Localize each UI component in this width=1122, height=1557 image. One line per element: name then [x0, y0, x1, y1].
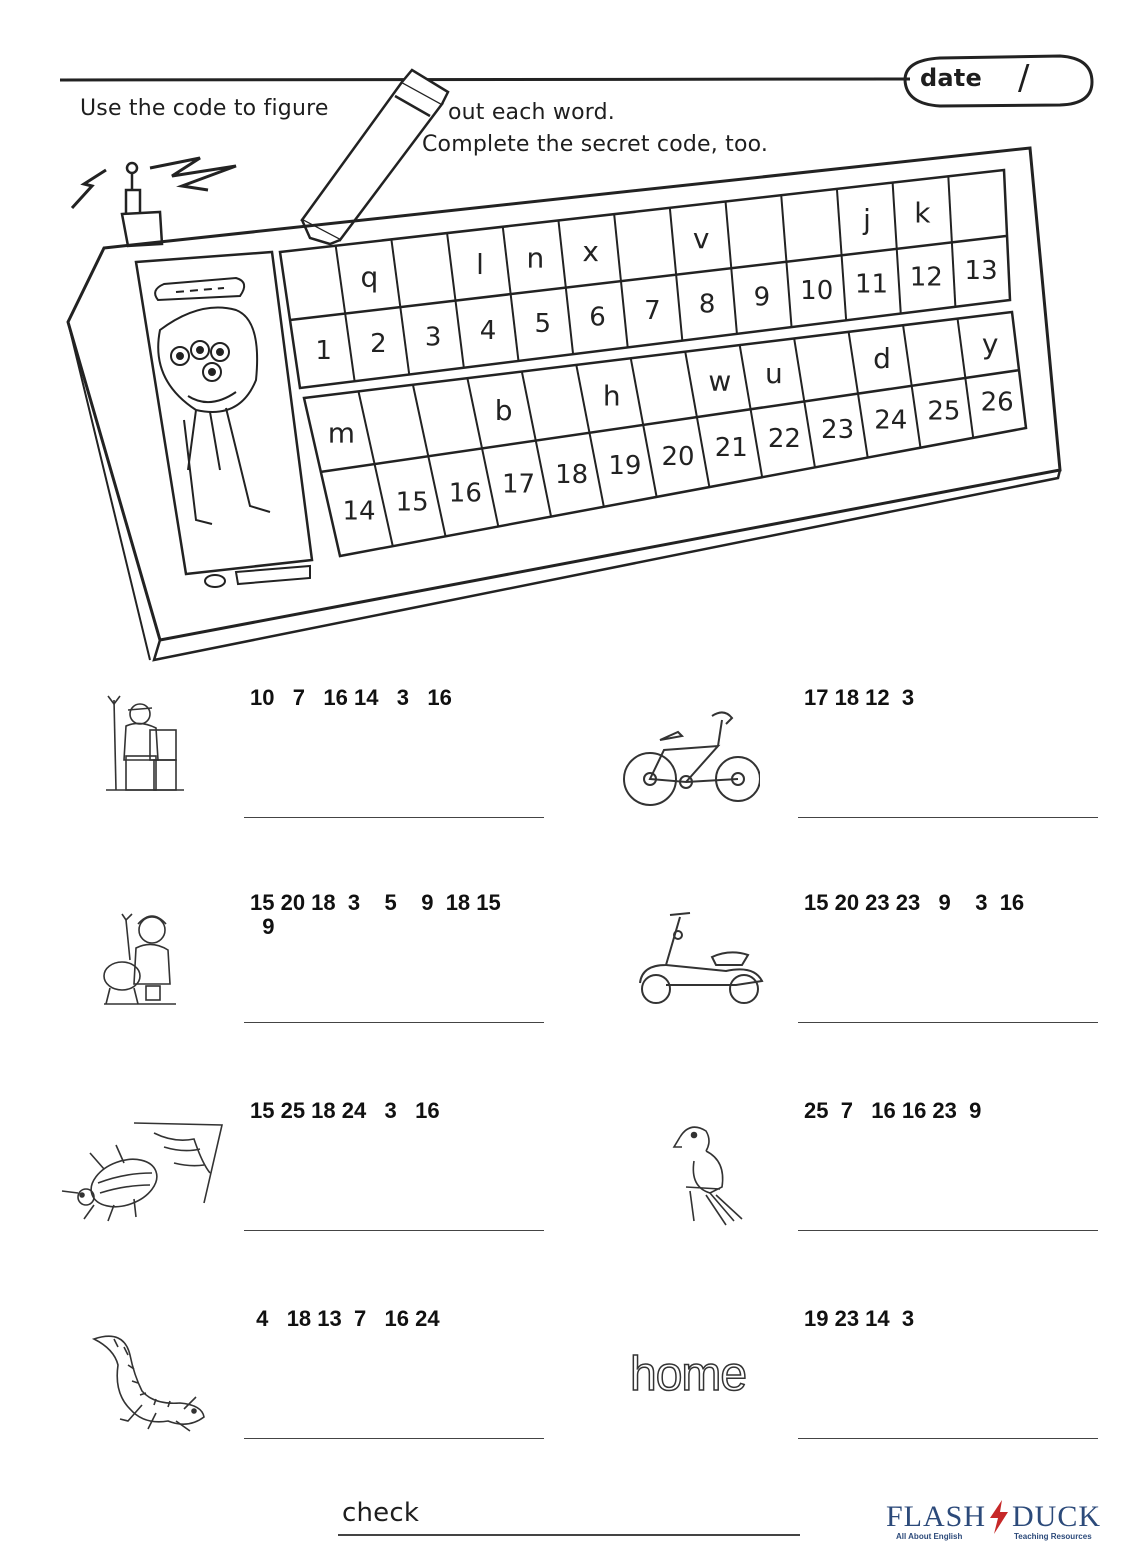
parrot-icon	[650, 1117, 750, 1231]
code-number-6: 6	[589, 302, 606, 333]
code-number-26: 26	[980, 387, 1014, 418]
answer-line[interactable]	[244, 1230, 544, 1231]
answer-line[interactable]	[244, 817, 544, 818]
check-line[interactable]	[338, 1534, 800, 1536]
flash-duck-logo	[886, 1500, 1110, 1546]
home-word-icon	[630, 1347, 746, 1402]
code-letter-row2-9: u	[765, 357, 783, 391]
code-number-10: 10	[800, 275, 834, 306]
logo-tag-left: All About English	[896, 1532, 963, 1541]
scooter-icon	[626, 905, 766, 1019]
answer-line[interactable]	[244, 1438, 544, 1439]
exercise-code: 15 25 18 24 3 16	[250, 1098, 440, 1123]
code-number-5: 5	[534, 309, 552, 340]
code-number-9: 9	[753, 282, 771, 313]
logo-tag-right: Teaching Resources	[1014, 1532, 1092, 1541]
code-number-23: 23	[821, 414, 855, 445]
answer-line[interactable]	[798, 1022, 1098, 1023]
code-letter-row2-13: y	[981, 327, 999, 361]
code-letter-row2-1: m	[327, 416, 356, 450]
code-number-18: 18	[555, 460, 589, 491]
code-number-20: 20	[661, 442, 695, 473]
code-number-15: 15	[395, 487, 429, 518]
instruction-line-1a: Use the code to figure	[80, 96, 329, 121]
exercise-code: 19 23 14 3	[804, 1306, 915, 1331]
home-word-text: home	[630, 1348, 747, 1401]
code-number-8: 8	[698, 289, 716, 320]
code-number-7: 7	[644, 295, 661, 326]
code-number-22: 22	[767, 423, 801, 454]
code-machine	[0, 0, 1122, 670]
code-letter-row1-12: k	[914, 196, 931, 230]
answer-line[interactable]	[798, 817, 1098, 818]
code-number-16: 16	[448, 478, 482, 509]
answer-line[interactable]	[798, 1438, 1098, 1439]
code-number-14: 14	[342, 496, 376, 527]
code-number-3: 3	[424, 322, 442, 353]
code-number-4: 4	[479, 315, 497, 346]
code-letter-row2-8: w	[708, 364, 732, 398]
exercise-code: 15 20 23 23 9 3 16	[804, 890, 1025, 915]
code-letter-row2-11: d	[873, 342, 891, 376]
code-letter-row1-2: q	[360, 260, 379, 294]
spider-web-icon	[54, 1113, 224, 1227]
logo-text-right: DUCK	[1012, 1500, 1102, 1533]
code-number-11: 11	[854, 269, 889, 300]
code-number-13: 13	[964, 256, 998, 287]
code-letter-row1-4: l	[476, 247, 484, 281]
exercise-code: 15 20 18 3 5 9 18 15 9	[250, 890, 501, 939]
date-label: date	[920, 64, 982, 92]
code-number-1: 1	[315, 335, 332, 366]
code-number-24: 24	[874, 405, 908, 436]
code-letter-row1-8: v	[692, 222, 710, 256]
lightning-logo-icon	[988, 1500, 1010, 1534]
code-number-12: 12	[909, 262, 943, 293]
code-number-17: 17	[501, 469, 536, 500]
logo-text-left: FLASH	[886, 1500, 987, 1533]
instruction-line-2: Complete the secret code, too.	[422, 132, 769, 157]
chef-icon	[96, 900, 186, 1014]
code-number-19: 19	[608, 451, 642, 482]
bicycle-icon	[620, 704, 760, 818]
date-slash: /	[1018, 58, 1030, 98]
exercise-code: 10 7 16 14 3 16	[250, 685, 452, 710]
exercise-code: 4 18 13 7 16 24	[250, 1306, 440, 1331]
check-label: check	[342, 1498, 420, 1528]
code-letter-row1-5: n	[526, 241, 545, 275]
code-letter-row1-6: x	[582, 234, 599, 268]
answer-line[interactable]	[244, 1022, 544, 1023]
lizard-icon	[84, 1325, 214, 1439]
exercise-code: 17 18 12 3	[804, 685, 915, 710]
farmer-icon	[100, 690, 190, 804]
exercise-code: 25 7 16 16 23 9	[804, 1098, 982, 1123]
instruction-line-1b: out each word.	[448, 100, 615, 125]
answer-line[interactable]	[798, 1230, 1098, 1231]
code-letter-row1-11: j	[863, 202, 871, 236]
code-number-2: 2	[370, 329, 387, 360]
code-number-25: 25	[927, 396, 961, 427]
code-letter-row2-6: h	[602, 379, 621, 413]
code-letter-row2-4: b	[494, 394, 513, 428]
code-number-21: 21	[714, 432, 748, 463]
